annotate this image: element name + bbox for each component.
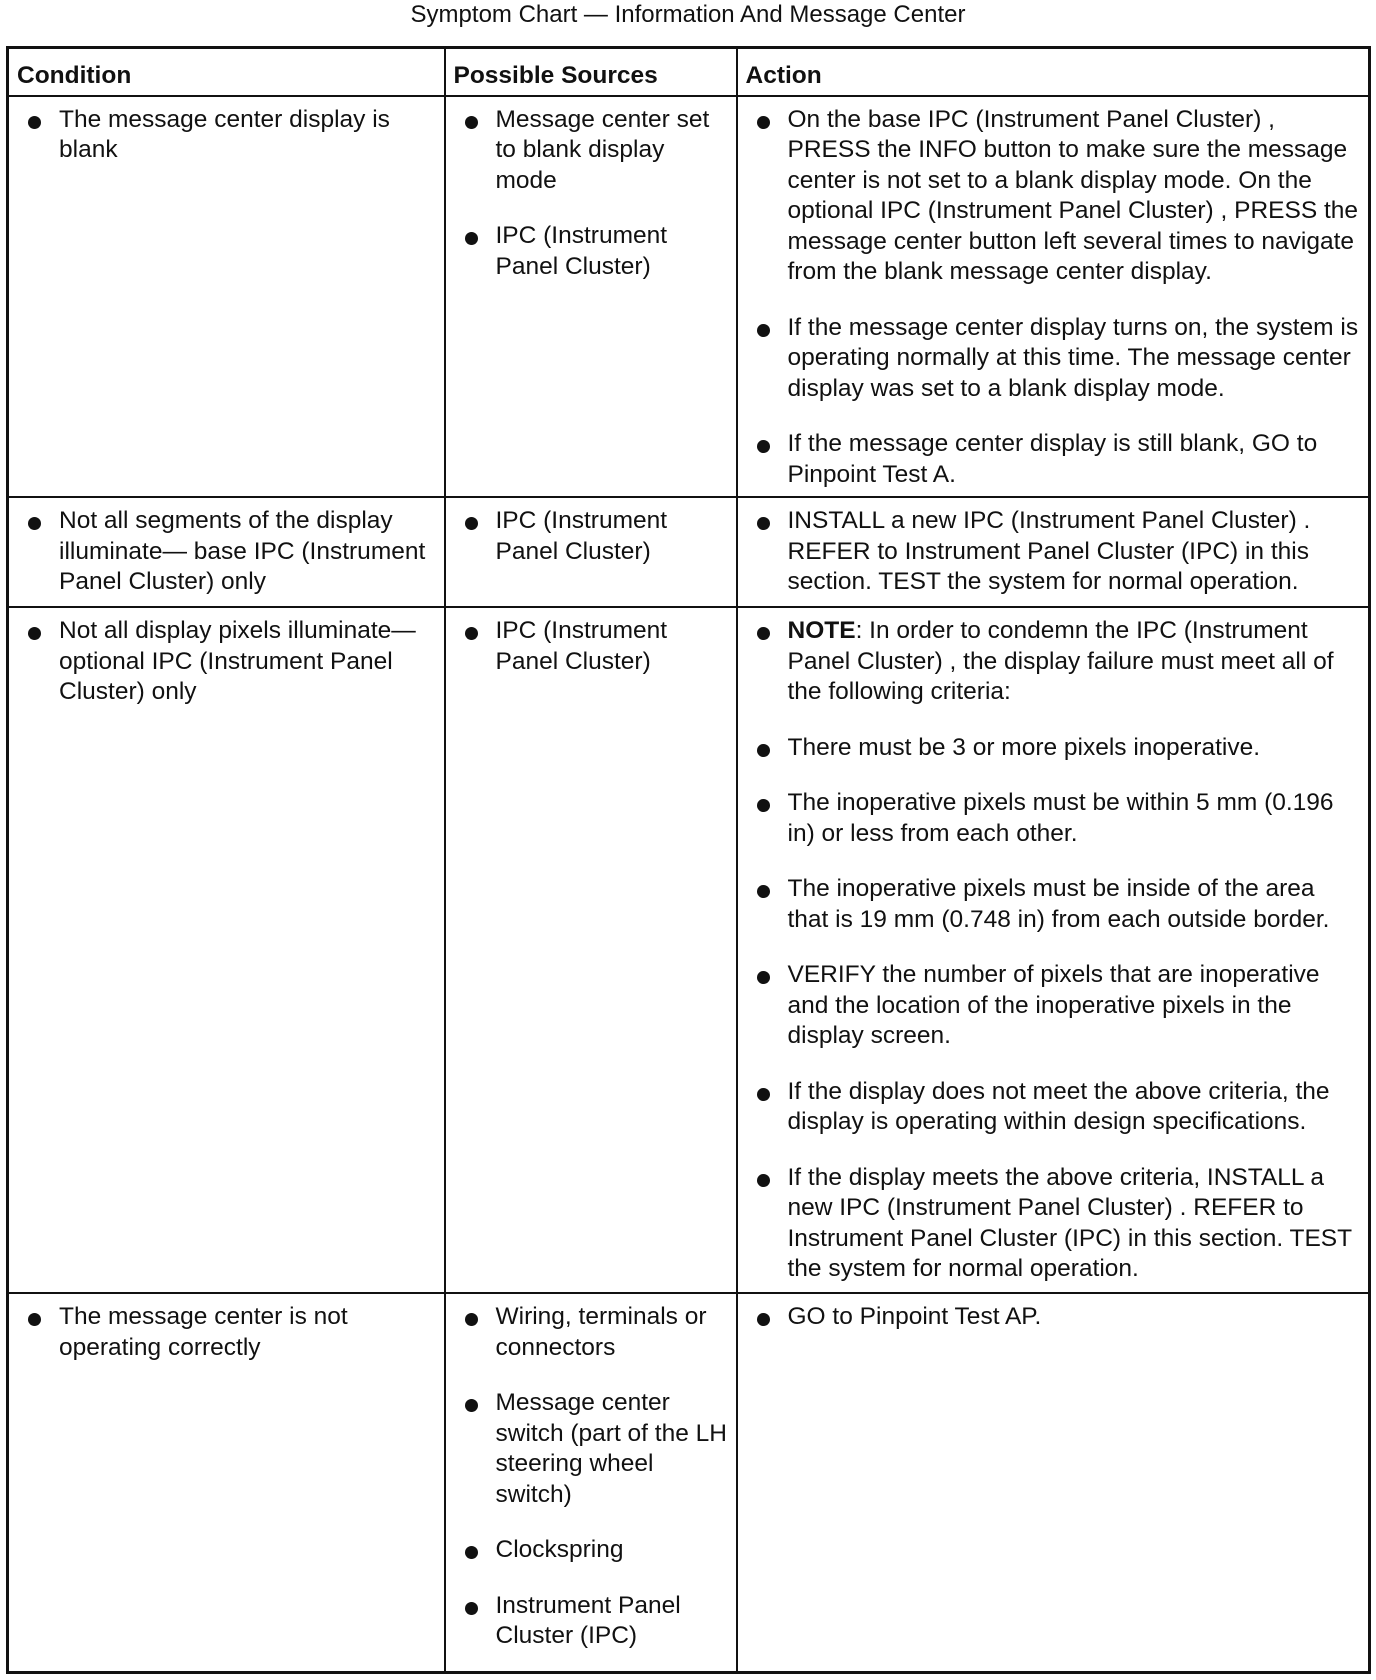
header-condition: Condition	[8, 48, 445, 96]
note-label: NOTE	[787, 617, 856, 644]
list-item	[460, 221, 730, 282]
table-row	[8, 497, 1370, 607]
list-item	[752, 874, 1363, 935]
source-text: Message center switch (part of the LH steering wheel switch)	[495, 1389, 727, 1508]
chart-caption: Symptom Chart — Information And Message Center	[410, 1, 966, 28]
bullet-icon	[465, 1546, 478, 1559]
sources-cell	[445, 1293, 737, 1673]
table-row	[8, 607, 1370, 1293]
action-text: There must be 3 or more pixels inoperative.	[787, 733, 1261, 761]
action-cell	[737, 96, 1370, 498]
action-text: On the base IPC (Instrument Panel Cluster) , PRESS the INFO button to make sure the message center is not set to a blank display mode. On the optional IPC (Instrument Panel Cluster) , PRESS the message center button left several times to navigate from the blank message center display.	[787, 105, 1359, 285]
bullet-icon	[757, 1313, 770, 1326]
bullet-icon	[465, 1313, 478, 1326]
list-item	[752, 1163, 1363, 1285]
source-text: Instrument Panel Cluster (IPC)	[495, 1591, 681, 1649]
list-item	[23, 616, 438, 708]
bullet-icon	[465, 116, 478, 129]
source-text: Message center set to blank display mode	[495, 105, 710, 194]
bullet-icon	[28, 116, 41, 129]
source-text: IPC (Instrument Panel Cluster)	[495, 507, 668, 565]
table-row	[8, 1293, 1370, 1673]
bullet-icon	[465, 517, 478, 530]
list-item	[23, 105, 438, 166]
bullet-icon	[757, 517, 770, 530]
bullet-icon	[465, 627, 478, 640]
list-item	[460, 616, 730, 677]
bullet-icon	[757, 324, 770, 337]
list-item	[460, 1535, 730, 1566]
action-text: VERIFY the number of pixels that are inoperative and the location of the inoperative pixels in the display screen.	[787, 961, 1320, 1049]
list-item	[752, 733, 1363, 764]
list-item	[752, 506, 1363, 598]
action-text: INSTALL a new IPC (Instrument Panel Cluster) . REFER to Instrument Panel Cluster (IPC) in this section. TEST the system for normal operation.	[787, 507, 1311, 595]
list-item	[752, 429, 1363, 490]
condition-text: The message center is not operating correctly	[59, 1303, 348, 1361]
action-text: GO to Pinpoint Test AP.	[787, 1303, 1042, 1330]
list-item	[460, 1591, 730, 1652]
bullet-icon	[28, 1313, 41, 1326]
list-item	[752, 105, 1363, 288]
condition-text: Not all display pixels illuminate— optional IPC (Instrument Panel Cluster) only	[59, 617, 416, 705]
action-text: The inoperative pixels must be inside of the area that is 19 mm (0.748 in) from each outside border.	[787, 875, 1330, 933]
bullet-icon	[757, 799, 770, 812]
source-text: Clockspring	[495, 1536, 624, 1563]
header-row	[8, 48, 1370, 96]
action-cell	[737, 1293, 1370, 1673]
table-row	[8, 96, 1370, 498]
source-text: IPC (Instrument Panel Cluster)	[495, 222, 668, 280]
bullet-icon	[757, 1174, 770, 1187]
list-item	[752, 1302, 1363, 1333]
sources-cell	[445, 96, 737, 498]
condition-cell	[8, 96, 445, 498]
header-possible-sources: Possible Sources	[445, 48, 737, 96]
note-text: : In order to condemn the IPC (Instrument Panel Cluster) , the display failure must meet all of the following criteria:	[787, 617, 1334, 705]
condition-cell	[8, 497, 445, 607]
list-item	[23, 1302, 438, 1363]
action-text: If the display does not meet the above criteria, the display is operating within design specifications.	[787, 1077, 1330, 1135]
list-item	[460, 1388, 730, 1510]
action-text: If the message center display is still blank, GO to Pinpoint Test A.	[787, 430, 1318, 488]
action-text: If the display meets the above criteria, INSTALL a new IPC (Instrument Panel Cluster) . REFER to Instrument Panel Cluster (IPC) in this section. TEST the system for normal operation.	[787, 1163, 1352, 1282]
bullet-icon	[757, 744, 770, 757]
list-item	[23, 506, 438, 598]
bullet-icon	[757, 440, 770, 453]
condition-text: Not all segments of the display illuminate— base IPC (Instrument Panel Cluster) only	[59, 507, 426, 595]
list-item	[752, 616, 1363, 708]
condition-text: The message center display is blank	[59, 105, 390, 163]
bullet-icon	[757, 885, 770, 898]
action-text: If the message center display turns on, the system is operating normally at this time. The message center display was set to a blank display mode.	[787, 313, 1359, 402]
list-item	[460, 105, 730, 197]
bullet-icon	[757, 627, 770, 640]
sources-cell	[445, 497, 737, 607]
action-text: The inoperative pixels must be within 5 mm (0.196 in) or less from each other.	[787, 789, 1334, 847]
bullet-icon	[757, 971, 770, 984]
list-item	[752, 960, 1363, 1052]
list-item	[460, 506, 730, 567]
list-item	[752, 313, 1363, 405]
condition-cell	[8, 1293, 445, 1673]
action-cell	[737, 607, 1370, 1293]
bullet-icon	[28, 517, 41, 530]
source-text: Wiring, terminals or connectors	[495, 1303, 707, 1361]
sources-cell	[445, 607, 737, 1293]
header-action: Action	[737, 48, 1370, 96]
list-item	[752, 788, 1363, 849]
bullet-icon	[28, 627, 41, 640]
action-cell	[737, 497, 1370, 607]
source-text: IPC (Instrument Panel Cluster)	[495, 617, 668, 675]
bullet-icon	[757, 116, 770, 129]
bullet-icon	[465, 232, 478, 245]
bullet-icon	[465, 1602, 478, 1615]
list-item	[752, 1077, 1363, 1138]
symptom-chart-table	[6, 46, 1371, 1674]
bullet-icon	[465, 1399, 478, 1412]
condition-cell	[8, 607, 445, 1293]
bullet-icon	[757, 1088, 770, 1101]
list-item	[460, 1302, 730, 1363]
